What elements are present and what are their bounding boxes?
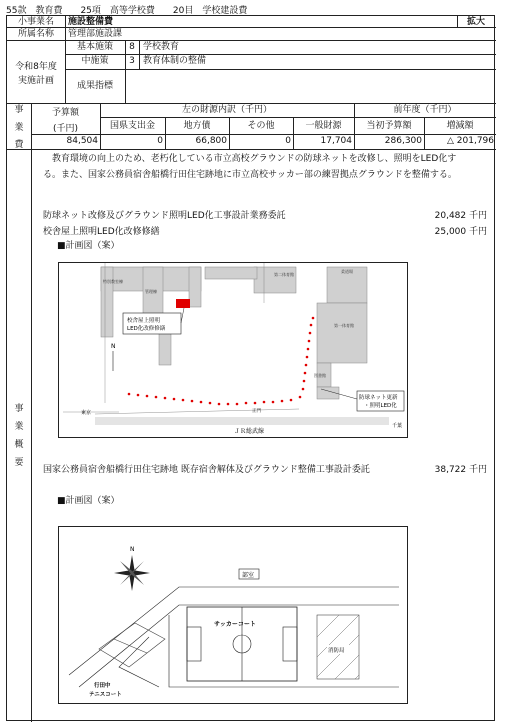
fin-col-national: 国県支出金 [109,121,155,131]
fin-col-other: その他 [247,121,275,131]
net-callout-1: 防球ネット更新 [359,395,398,401]
basic-policy-value: 学校教育 [143,42,180,52]
plan-heading-1: ■計画図（案） [57,241,120,251]
label-judo: 柔道場 [341,269,353,274]
prev-header: 前年度（千円） [393,105,457,115]
prev-col-initial: 当初予算額 [366,121,412,131]
soccer-label: サッカーコート [214,621,256,628]
fin-header: 左の財源内訳（千円） [181,105,272,115]
item-3-label: 国家公務員宿舎船橋行田住宅跡地 既存宿舎解体及びグラウンド整備工事設計委託 [43,465,370,475]
plan-map-2 [58,526,408,704]
summary-side-1: 事 [14,404,24,414]
fin-col-bond: 地方債 [183,121,211,131]
item-2-amount: 25,000 千円 [434,227,487,237]
plan-label: 実施計画 [17,76,54,86]
budget-unit: (千円) [52,124,79,134]
summary-side-3: 概 [14,440,24,450]
label-admin: 管理棟 [145,289,157,294]
item-1-amount: 20,482 千円 [434,211,487,221]
tennis-courts [99,623,165,667]
compass-icon [114,555,150,591]
kpi-label: 成果指標 [76,81,113,91]
summary-side-4: 要 [14,458,24,468]
main-gate-label: 正門 [252,409,261,414]
plan-heading-2: ■計画図（案） [57,496,120,506]
summary-body: 教育環境の向上のため、老朽化している市立高校グラウンドの防球ネットを改修し、照明をLED化する。また、国家公務員宿舎船橋行田住宅跡地に市立高校サッカー部の練習拠点グラウンドを整備する。 [43,154,457,180]
item-2-label: 校舎屋上照明LED化改修修繕 [43,227,160,237]
other-value: 0 [285,136,291,146]
project-name-label: 小事業名 [17,17,54,27]
prev-col-diff: 増減額 [446,121,474,131]
budget-label: 予算額 [51,108,79,118]
prev-initial-value: 286,300 [384,136,422,146]
north-label-2: N [130,546,135,553]
section-header: 55款 教育費 25項 高等学校費 20目 学校建設費 [6,6,248,16]
cost-side-1: 事 [14,105,24,115]
basic-policy-no: 8 [129,42,135,52]
fin-col-general: 一般財源 [305,121,342,131]
summary-side-2: 業 [14,422,24,432]
bond-value: 66,800 [195,136,227,146]
tennis-label-2: テニスコート [89,692,122,698]
label-second-gym: 第二体育館 [274,272,294,277]
left-direction: 東京 [81,410,92,416]
expand-label: 拡大 [466,17,485,27]
budget-sheet [6,15,495,721]
rail-label: ＪＲ総武線 [234,428,265,435]
dept-value: 管理部施設課 [68,29,123,39]
mid-policy-value: 教育体制の整備 [143,56,207,66]
cost-side-3: 費 [14,140,24,150]
fire-station-label: 消防局 [328,648,345,654]
plan-map-2-drawing [59,527,407,703]
prev-diff-value: △ 201,796 [447,136,494,146]
basic-policy-label: 基本施策 [76,42,113,52]
national-value: 0 [157,136,163,146]
label-first-gym: 第一体育館 [334,323,354,328]
north-label-1: N [111,343,116,350]
mid-policy-label: 中施策 [81,56,109,66]
right-direction: 千葉 [392,423,403,429]
project-name-value: 施設整備費 [68,17,114,27]
cost-side-2: 業 [14,123,24,133]
label-special: 特別教室棟 [103,279,123,284]
first-gym [317,303,367,363]
plan-map-1-drawing [59,263,407,437]
second-gym [254,267,296,293]
label-library: 図書館 [314,373,326,378]
plan-map-1 [58,262,408,438]
dept-label: 所属名称 [17,29,54,39]
item-1-label: 防球ネット改修及びグラウンド照明LED化工事設計業務委託 [43,211,286,221]
tennis-label-1: 行田中 [94,683,111,689]
rooftop-led-marker [176,299,190,308]
led-callout-1: 校舎屋上照明 [127,318,161,324]
led-callout-2: LED化改修修繕 [127,326,166,332]
item-3-amount: 38,722 千円 [434,465,487,475]
special-classroom-building [101,267,113,337]
mid-policy-no: 3 [129,56,135,66]
budget-value: 84,504 [66,136,98,146]
net-callout-2: ・照明LED化 [364,403,397,409]
club-room-label: 部室 [242,572,255,579]
plan-label-year: 令和8年度 [15,62,57,72]
general-value: 17,704 [320,136,352,146]
